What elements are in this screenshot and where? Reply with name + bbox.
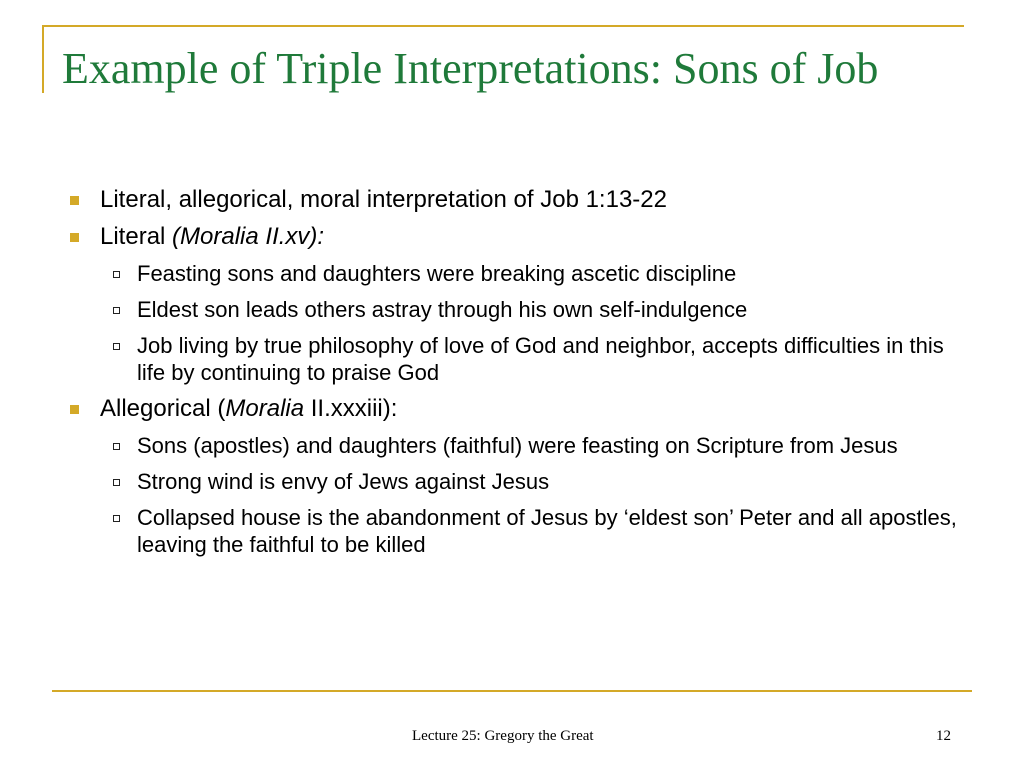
slide-title: Example of Triple Interpretations: Sons of Job [62,44,879,93]
sub-bullet [100,332,970,386]
bullet-text: Literal, allegorical, moral interpretation of Job 1:13-22 [100,186,667,213]
sub-bullet [100,432,970,459]
square-bullet-icon [70,405,79,414]
title-frame-top-rule [42,25,964,27]
slide-content [70,186,970,567]
bullet-text: Literal [100,223,173,250]
square-bullet-icon [70,196,79,205]
footer-rule [52,690,972,692]
hollow-square-bullet-icon [113,515,120,522]
title-frame-left-rule [42,25,44,93]
bullet-citation: Moralia [225,395,305,422]
bullet-text-after: II.xxxiii): [304,395,398,422]
hollow-square-bullet-icon [113,479,120,486]
bullet-citation: (Moralia II.xv): [172,223,325,250]
allegorical-sub-list [100,432,970,558]
sub-bullet-text: Sons (apostles) and daughters (faithful) were feasting on Scripture from Jesus [137,433,898,458]
sub-bullet-text: Strong wind is envy of Jews against Jesus [137,469,550,494]
bullet-allegorical [70,395,970,558]
sub-bullet-text: Job living by true philosophy of love of God and neighbor, accepts difficulties in this life by continuing to praise God [137,333,944,385]
hollow-square-bullet-icon [113,307,120,314]
sub-bullet-text: Collapsed house is the abandonment of Jesus by ‘eldest son’ Peter and all apostles, leaving the faithful to be killed [137,505,957,557]
sub-bullet-text: Feasting sons and daughters were breaking ascetic discipline [137,261,737,286]
bullet-overview [70,186,970,214]
bullet-literal [70,223,970,386]
bullet-text: Allegorical ( [100,395,226,422]
literal-sub-list [100,260,970,386]
sub-bullet [100,260,970,287]
hollow-square-bullet-icon [113,271,120,278]
sub-bullet [100,296,970,323]
square-bullet-icon [70,233,79,242]
slide-page-number: 12 [936,728,951,744]
sub-bullet [100,468,970,495]
footer-lecture-title: Lecture 25: Gregory the Great [412,728,594,744]
hollow-square-bullet-icon [113,343,120,350]
hollow-square-bullet-icon [113,443,120,450]
sub-bullet-text: Eldest son leads others astray through his own self-indulgence [137,297,748,322]
sub-bullet [100,504,970,558]
